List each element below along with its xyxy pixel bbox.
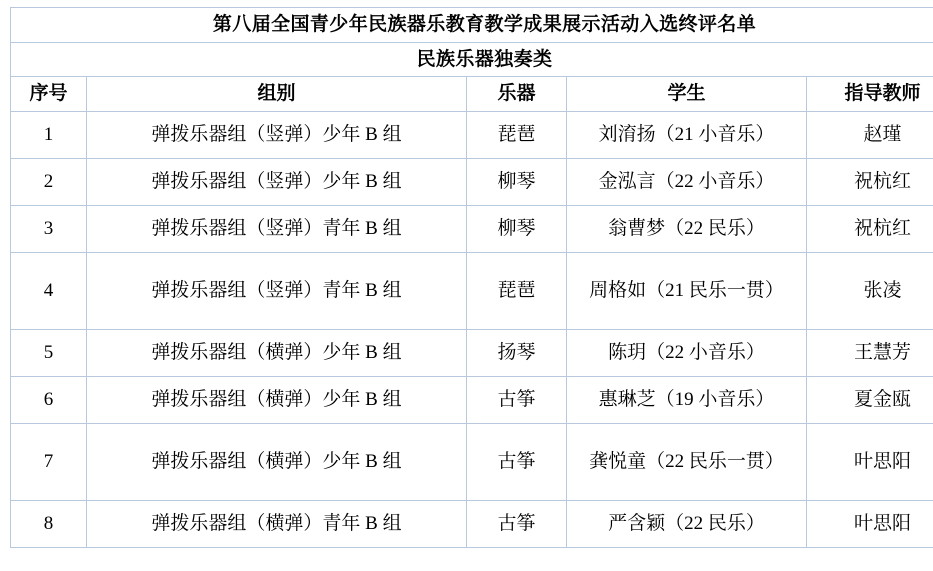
cell-instrument: 琵琶 bbox=[467, 111, 567, 158]
table-row bbox=[11, 329, 933, 376]
cell-teacher: 叶思阳 bbox=[807, 500, 933, 547]
document-subtitle: 民族乐器独奏类 bbox=[11, 42, 933, 77]
table-body bbox=[11, 8, 933, 548]
document-sheet bbox=[0, 7, 933, 571]
table-row bbox=[11, 252, 933, 329]
cell-seq: 4 bbox=[11, 252, 87, 329]
award-list-table bbox=[10, 7, 933, 548]
cell-group: 弹拨乐器组（竖弹）青年 B 组 bbox=[87, 252, 467, 329]
column-header-student: 学生 bbox=[567, 77, 807, 112]
cell-student: 翁曹梦（22 民乐） bbox=[567, 205, 807, 252]
cell-student: 刘淯扬（21 小音乐） bbox=[567, 111, 807, 158]
cell-seq: 5 bbox=[11, 329, 87, 376]
cell-teacher: 祝杭红 bbox=[807, 158, 933, 205]
cell-seq: 7 bbox=[11, 423, 87, 500]
cell-group: 弹拨乐器组（横弹）少年 B 组 bbox=[87, 329, 467, 376]
cell-instrument: 古筝 bbox=[467, 376, 567, 423]
cell-group: 弹拨乐器组（竖弹）少年 B 组 bbox=[87, 111, 467, 158]
cell-seq: 3 bbox=[11, 205, 87, 252]
cell-student: 惠琳芝（19 小音乐） bbox=[567, 376, 807, 423]
cell-instrument: 琵琶 bbox=[467, 252, 567, 329]
cell-teacher: 赵瑾 bbox=[807, 111, 933, 158]
cell-student: 周格如（21 民乐一贯） bbox=[567, 252, 807, 329]
cell-group: 弹拨乐器组（横弹）青年 B 组 bbox=[87, 500, 467, 547]
cell-teacher: 王慧芳 bbox=[807, 329, 933, 376]
table-row bbox=[11, 158, 933, 205]
subtitle-row bbox=[11, 42, 933, 77]
cell-seq: 1 bbox=[11, 111, 87, 158]
cell-group: 弹拨乐器组（竖弹）少年 B 组 bbox=[87, 158, 467, 205]
column-header-seq: 序号 bbox=[11, 77, 87, 112]
cell-instrument: 柳琴 bbox=[467, 158, 567, 205]
cell-student: 金泓言（22 小音乐） bbox=[567, 158, 807, 205]
cell-seq: 8 bbox=[11, 500, 87, 547]
table-row bbox=[11, 500, 933, 547]
cell-instrument: 古筝 bbox=[467, 423, 567, 500]
cell-student: 陈玥（22 小音乐） bbox=[567, 329, 807, 376]
cell-student: 龚悦童（22 民乐一贯） bbox=[567, 423, 807, 500]
table-row bbox=[11, 111, 933, 158]
cell-group: 弹拨乐器组（横弹）少年 B 组 bbox=[87, 376, 467, 423]
cell-teacher: 张凌 bbox=[807, 252, 933, 329]
cell-teacher: 祝杭红 bbox=[807, 205, 933, 252]
cell-instrument: 古筝 bbox=[467, 500, 567, 547]
cell-student: 严含颖（22 民乐） bbox=[567, 500, 807, 547]
table-row bbox=[11, 423, 933, 500]
table-row bbox=[11, 376, 933, 423]
column-header-teacher: 指导教师 bbox=[807, 77, 933, 112]
cell-seq: 6 bbox=[11, 376, 87, 423]
column-header-group: 组别 bbox=[87, 77, 467, 112]
cell-group: 弹拨乐器组（竖弹）青年 B 组 bbox=[87, 205, 467, 252]
column-header-instrument: 乐器 bbox=[467, 77, 567, 112]
cell-teacher: 夏金瓯 bbox=[807, 376, 933, 423]
cell-seq: 2 bbox=[11, 158, 87, 205]
table-row bbox=[11, 205, 933, 252]
cell-instrument: 柳琴 bbox=[467, 205, 567, 252]
cell-group: 弹拨乐器组（横弹）少年 B 组 bbox=[87, 423, 467, 500]
table-header-row bbox=[11, 77, 933, 112]
document-title: 第八届全国青少年民族器乐教育教学成果展示活动入选终评名单 bbox=[11, 8, 933, 43]
cell-teacher: 叶思阳 bbox=[807, 423, 933, 500]
title-row bbox=[11, 8, 933, 43]
cell-instrument: 扬琴 bbox=[467, 329, 567, 376]
